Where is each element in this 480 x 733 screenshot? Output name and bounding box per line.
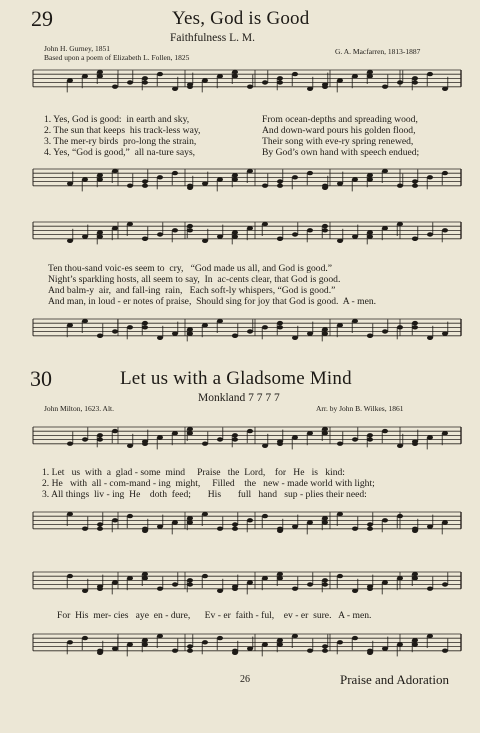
note-head	[202, 574, 208, 578]
note-head	[202, 640, 208, 644]
note-head	[352, 527, 358, 531]
note-head	[427, 175, 433, 179]
note-head	[427, 336, 433, 340]
note-head	[412, 527, 418, 531]
note-head	[412, 237, 418, 241]
author-credit: John Milton, 1623. Alt.	[44, 404, 115, 413]
note-head	[442, 520, 448, 524]
note-head	[277, 237, 283, 241]
music-staff	[0, 630, 480, 670]
verse-line: Night’s sparkling hosts, all seem to say, In ac-cents clear, that God is good.	[48, 274, 341, 285]
note-head	[262, 444, 268, 448]
note-head	[172, 87, 178, 91]
note-head	[277, 184, 283, 188]
note-head	[82, 74, 88, 78]
note-head	[97, 527, 103, 531]
note-head	[412, 572, 418, 576]
note-head	[82, 319, 88, 323]
section-title: Praise and Adoration	[340, 672, 450, 687]
note-head	[442, 87, 448, 91]
note-head	[142, 321, 148, 325]
note-head	[202, 442, 208, 446]
note-head	[232, 334, 238, 338]
note-head	[67, 239, 73, 243]
note-head	[157, 175, 163, 179]
note-head	[322, 644, 328, 648]
note-head	[352, 437, 358, 441]
note-head	[442, 582, 448, 586]
note-head	[352, 74, 358, 78]
note-head	[127, 80, 133, 84]
note-head	[247, 646, 253, 650]
note-head	[187, 649, 193, 653]
note-head	[217, 319, 223, 323]
note-head	[367, 173, 373, 177]
note-head	[292, 524, 298, 528]
note-head	[367, 437, 373, 441]
note-head	[142, 642, 148, 646]
note-head	[382, 85, 388, 89]
note-head	[322, 331, 328, 335]
note-head	[187, 184, 193, 188]
hymn-number: 29	[31, 6, 53, 31]
note-head	[232, 433, 238, 437]
note-head	[427, 435, 433, 439]
music-staff	[0, 423, 480, 463]
note-head	[307, 431, 313, 435]
note-head	[337, 512, 343, 516]
note-head	[187, 431, 193, 435]
note-head	[202, 239, 208, 243]
note-head	[292, 175, 298, 179]
note-head	[442, 431, 448, 435]
author-credit: John H. Gurney, 1851	[44, 44, 110, 53]
note-head	[367, 230, 373, 234]
note-head	[382, 646, 388, 650]
note-head	[97, 522, 103, 526]
note-head	[262, 325, 268, 329]
verse-line: 3. All things liv - ing He doth feed; His full hand sup - plies their need:	[42, 489, 367, 500]
note-head	[217, 636, 223, 640]
note-head	[337, 323, 343, 327]
note-head	[82, 177, 88, 181]
note-head	[292, 634, 298, 638]
note-head	[202, 181, 208, 185]
note-head	[142, 576, 148, 580]
note-head	[262, 184, 268, 188]
note-head	[142, 237, 148, 241]
note-head	[187, 224, 193, 228]
music-staff	[0, 568, 480, 608]
note-head	[157, 232, 163, 236]
note-head	[142, 325, 148, 329]
composer-credit: Arr. by John B. Wilkes, 1861	[316, 404, 404, 413]
note-head	[247, 85, 253, 89]
note-head	[292, 72, 298, 76]
note-head	[442, 649, 448, 653]
note-head	[142, 184, 148, 188]
note-head	[172, 331, 178, 335]
note-head	[307, 649, 313, 653]
note-head	[127, 514, 133, 518]
note-head	[352, 177, 358, 181]
note-head	[277, 80, 283, 84]
note-head	[277, 642, 283, 646]
note-head	[127, 184, 133, 188]
note-head	[427, 232, 433, 236]
author-note: Based upon a poem of Elizabeth L. Follen, 1825	[44, 53, 190, 62]
note-head	[67, 574, 73, 578]
note-head	[307, 87, 313, 91]
verse-line: 4. Yes, “God is good,” all na-ture says,	[44, 147, 196, 158]
note-head	[247, 580, 253, 584]
music-staff	[0, 508, 480, 548]
note-head	[367, 433, 373, 437]
note-head	[127, 325, 133, 329]
verse-line: And balm-y air, and fall-ing rain, Each soft-ly whispers, “God is good.”	[48, 285, 336, 296]
verse-line: And down-ward pours his golden flood,	[262, 125, 416, 136]
note-head	[112, 580, 118, 584]
note-head	[322, 224, 328, 228]
note-head	[97, 437, 103, 441]
note-head	[67, 640, 73, 644]
note-head	[322, 427, 328, 431]
note-head	[97, 74, 103, 78]
note-head	[307, 331, 313, 335]
note-head	[337, 239, 343, 243]
note-head	[187, 85, 193, 89]
note-head	[412, 184, 418, 188]
note-head	[67, 323, 73, 327]
note-head	[337, 78, 343, 82]
composer-credit: G. A. Macfarren, 1813-1887	[335, 47, 421, 56]
note-head	[262, 222, 268, 226]
note-head	[367, 177, 373, 181]
note-head	[412, 442, 418, 446]
note-head	[142, 442, 148, 446]
note-head	[112, 646, 118, 650]
music-staff	[0, 165, 480, 205]
note-head	[172, 582, 178, 586]
note-head	[97, 173, 103, 177]
note-head	[67, 512, 73, 516]
verse-line: 2. He with all - com-mand - ing might, Filled the new - made world with light;	[42, 478, 375, 489]
note-head	[232, 649, 238, 653]
note-head	[292, 336, 298, 340]
note-head	[277, 76, 283, 80]
note-head	[322, 520, 328, 524]
verse-line: By God’s own hand with speech endued;	[262, 147, 420, 158]
note-head	[367, 527, 373, 531]
note-head	[412, 325, 418, 329]
note-head	[157, 524, 163, 528]
note-head	[412, 179, 418, 183]
note-head	[262, 576, 268, 580]
note-head	[412, 576, 418, 580]
note-head	[157, 634, 163, 638]
note-head	[337, 640, 343, 644]
verse-line: And man, in loud - er notes of praise, Should sing for joy that God is good. A - men.	[48, 296, 377, 307]
note-head	[382, 226, 388, 230]
note-head	[232, 527, 238, 531]
note-head	[97, 649, 103, 653]
note-head	[367, 74, 373, 78]
note-head	[322, 578, 328, 582]
note-head	[262, 514, 268, 518]
note-head	[322, 228, 328, 232]
note-head	[67, 181, 73, 185]
note-head	[202, 78, 208, 82]
note-head	[187, 427, 193, 431]
note-head	[382, 429, 388, 433]
note-head	[217, 177, 223, 181]
note-head	[82, 234, 88, 238]
note-head	[412, 76, 418, 80]
note-head	[442, 331, 448, 335]
note-head	[172, 228, 178, 232]
note-head	[322, 582, 328, 586]
note-head	[352, 589, 358, 593]
note-head	[97, 234, 103, 238]
note-head	[142, 572, 148, 576]
hymn-number: 30	[30, 366, 52, 391]
note-head	[217, 527, 223, 531]
note-head	[82, 636, 88, 640]
note-head	[442, 228, 448, 232]
note-head	[277, 321, 283, 325]
note-head	[157, 72, 163, 76]
note-head	[112, 85, 118, 89]
note-head	[127, 444, 133, 448]
note-head	[157, 336, 163, 340]
note-head	[127, 222, 133, 226]
note-head	[292, 232, 298, 236]
note-head	[112, 429, 118, 433]
note-head	[367, 587, 373, 591]
note-head	[232, 522, 238, 526]
note-head	[97, 230, 103, 234]
note-head	[337, 574, 343, 578]
note-head	[277, 576, 283, 580]
note-head	[112, 329, 118, 333]
note-head	[262, 80, 268, 84]
note-head	[217, 74, 223, 78]
note-head	[97, 587, 103, 591]
note-head	[217, 589, 223, 593]
note-head	[112, 518, 118, 522]
note-head	[307, 228, 313, 232]
note-head	[397, 576, 403, 580]
note-head	[142, 76, 148, 80]
verse-line: 2. The sun that keeps his track-less way,	[44, 125, 201, 136]
note-head	[352, 319, 358, 323]
note-head	[277, 442, 283, 446]
note-head	[67, 78, 73, 82]
note-head	[367, 70, 373, 74]
note-head	[247, 329, 253, 333]
note-head	[262, 642, 268, 646]
note-head	[382, 518, 388, 522]
note-head	[172, 431, 178, 435]
note-head	[397, 222, 403, 226]
note-head	[127, 576, 133, 580]
note-head	[292, 587, 298, 591]
tune-name: Monkland 7 7 7 7	[198, 392, 280, 404]
note-head	[367, 649, 373, 653]
note-head	[277, 325, 283, 329]
note-head	[97, 70, 103, 74]
note-head	[142, 638, 148, 642]
tune-name: Faithfulness L. M.	[170, 32, 255, 44]
note-head	[427, 587, 433, 591]
note-head	[232, 74, 238, 78]
note-head	[187, 520, 193, 524]
note-head	[397, 642, 403, 646]
note-head	[157, 587, 163, 591]
note-head	[382, 580, 388, 584]
note-head	[397, 184, 403, 188]
note-head	[367, 234, 373, 238]
note-head	[172, 520, 178, 524]
note-head	[187, 331, 193, 335]
note-head	[307, 171, 313, 175]
note-head	[322, 184, 328, 188]
note-head	[307, 582, 313, 586]
note-head	[277, 179, 283, 183]
note-head	[382, 169, 388, 173]
verse-line: Ten thou-sand voic-es seem to cry, “God made us all, and God is good.”	[48, 263, 333, 274]
note-head	[352, 234, 358, 238]
note-head	[187, 327, 193, 331]
note-head	[382, 329, 388, 333]
note-head	[217, 234, 223, 238]
note-head	[412, 321, 418, 325]
note-head	[67, 442, 73, 446]
note-head	[232, 437, 238, 441]
verse-line: From ocean-depths and spreading wood,	[262, 114, 418, 125]
verse-line: 3. The mer-ry birds pro-long the strain,	[44, 136, 197, 147]
note-head	[322, 85, 328, 89]
note-head	[217, 437, 223, 441]
note-head	[187, 516, 193, 520]
note-head	[82, 589, 88, 593]
note-head	[307, 520, 313, 524]
note-head	[337, 181, 343, 185]
note-head	[352, 636, 358, 640]
music-staff	[0, 315, 480, 355]
verse-line: Their song with eve-ry spring renewed,	[262, 136, 414, 147]
note-head	[322, 649, 328, 653]
note-head	[142, 179, 148, 183]
note-head	[127, 642, 133, 646]
note-head	[322, 516, 328, 520]
note-head	[397, 514, 403, 518]
note-head	[397, 325, 403, 329]
note-head	[277, 638, 283, 642]
verse-line: For His mer- cies aye en - dure, Ev - er faith - ful, ev - er sure. A - men.	[57, 610, 372, 621]
note-head	[157, 435, 163, 439]
note-head	[187, 644, 193, 648]
hymn-title: Let us with a Gladsome Mind	[120, 368, 352, 389]
note-head	[442, 171, 448, 175]
note-head	[112, 169, 118, 173]
note-head	[112, 226, 118, 230]
note-head	[247, 518, 253, 522]
note-head	[322, 431, 328, 435]
note-head	[202, 323, 208, 327]
note-head	[337, 442, 343, 446]
note-head	[172, 649, 178, 653]
verse-line: 1. Yes, God is good: in earth and sky,	[44, 114, 190, 125]
note-head	[397, 444, 403, 448]
note-head	[142, 527, 148, 531]
note-head	[277, 572, 283, 576]
note-head	[187, 578, 193, 582]
note-head	[97, 433, 103, 437]
note-head	[427, 634, 433, 638]
note-head	[277, 527, 283, 531]
music-staff	[0, 218, 480, 258]
note-head	[187, 228, 193, 232]
note-head	[322, 327, 328, 331]
note-head	[427, 524, 433, 528]
note-head	[247, 429, 253, 433]
note-head	[232, 230, 238, 234]
note-head	[232, 587, 238, 591]
note-head	[412, 642, 418, 646]
note-head	[232, 70, 238, 74]
note-head	[202, 512, 208, 516]
note-head	[412, 80, 418, 84]
note-head	[232, 173, 238, 177]
hymn-title: Yes, God is Good	[172, 8, 310, 29]
note-head	[247, 226, 253, 230]
note-head	[142, 80, 148, 84]
note-head	[82, 437, 88, 441]
note-head	[412, 638, 418, 642]
note-head	[292, 435, 298, 439]
note-head	[397, 80, 403, 84]
note-head	[232, 177, 238, 181]
verse-line: 1. Let us with a glad - some mind Praise the Lord, for He is kind:	[42, 467, 345, 478]
note-head	[367, 522, 373, 526]
note-head	[82, 527, 88, 531]
note-head	[427, 72, 433, 76]
note-head	[172, 171, 178, 175]
note-head	[187, 582, 193, 586]
note-head	[97, 177, 103, 181]
note-head	[97, 334, 103, 338]
note-head	[367, 334, 373, 338]
note-head	[247, 169, 253, 173]
music-staff	[0, 66, 480, 106]
note-head	[232, 234, 238, 238]
page-number: 26	[240, 674, 250, 685]
